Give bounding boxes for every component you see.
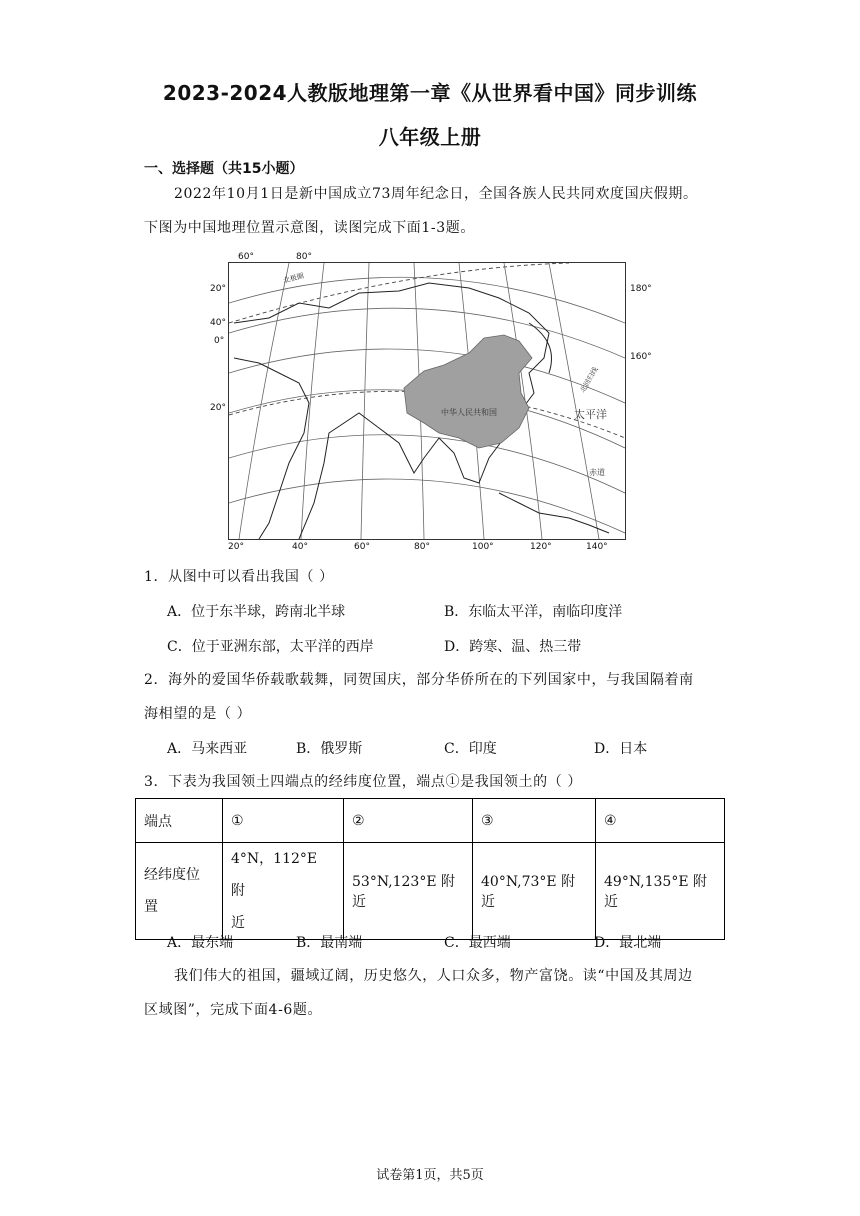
tropic-label: 北回归线 xyxy=(578,365,600,394)
tick-left-40: 40° xyxy=(210,318,226,328)
intro-line-2: 下图为中国地理位置示意图，读图完成下面1-3题。 xyxy=(144,220,475,236)
table-header-cell: ① xyxy=(223,799,344,843)
pacific-label: 太平洋 xyxy=(574,408,607,421)
intro2-line-1: 我们伟大的祖国，疆域辽阔，历史悠久，人口众多，物产富饶。读“中国及其周边 xyxy=(174,968,693,984)
tick-left-20a: 20° xyxy=(210,284,226,294)
page-footer: 试卷第1页，共5页 xyxy=(376,1168,484,1183)
tick-right-180: 180° xyxy=(630,284,652,294)
q1-option-b[interactable]: B．东临太平洋，南临印度洋 xyxy=(444,604,623,620)
q1-option-c[interactable]: C．位于亚洲东部，太平洋的西岸 xyxy=(167,639,374,655)
section-heading: 一、选择题（共15小题） xyxy=(144,161,304,177)
map-svg xyxy=(229,263,625,539)
table-cell-4: 49°N,135°E 附近 xyxy=(596,843,725,940)
lat-arc-1 xyxy=(229,277,625,323)
q3-option-d[interactable]: D．最北端 xyxy=(594,935,662,951)
q2-option-d[interactable]: D．日本 xyxy=(594,741,648,757)
extreme-points-table xyxy=(135,798,725,940)
tick-bottom-120: 120° xyxy=(530,542,552,552)
table-header-cell: 端点 xyxy=(136,799,223,843)
page-title: 2023-2024人教版地理第一章《从世界看中国》同步训练 xyxy=(162,81,698,105)
question-3-stem: 3．下表为我国领土四端点的经纬度位置，端点①是我国领土的（ ） xyxy=(144,774,582,790)
table-row xyxy=(136,843,725,940)
tick-bottom-140: 140° xyxy=(586,542,608,552)
tick-right-160: 160° xyxy=(630,352,652,362)
africa-outline xyxy=(234,358,309,539)
tick-top-60: 60° xyxy=(238,252,254,262)
table-cell-2: 53°N,123°E 附近 xyxy=(344,843,473,940)
table-header-row xyxy=(136,799,725,843)
tick-left-20b: 20° xyxy=(210,403,226,413)
table-cell-1 xyxy=(223,843,344,940)
table-row-label xyxy=(136,843,223,940)
q3-option-b[interactable]: B．最南端 xyxy=(296,935,363,951)
table-header-cell: ③ xyxy=(473,799,596,843)
q2-option-b[interactable]: B．俄罗斯 xyxy=(296,741,363,757)
q1-option-d[interactable]: D．跨寒、温、热三带 xyxy=(444,639,582,655)
intro-line-1: 2022年10月1日是新中国成立73周年纪念日，全国各族人民共同欢度国庆假期。 xyxy=(174,186,698,202)
meridian-20 xyxy=(239,263,289,539)
islands-outline xyxy=(499,493,609,533)
table-header-cell: ② xyxy=(344,799,473,843)
china-label: 中华人民共和国 xyxy=(441,408,497,417)
tick-bottom-80: 80° xyxy=(414,542,430,552)
row-label-line-1: 经纬度位 xyxy=(144,867,200,883)
q1-option-a[interactable]: A．位于东半球，跨南北半球 xyxy=(167,604,346,620)
tick-top-80: 80° xyxy=(296,252,312,262)
row-label-line-2: 置 xyxy=(144,899,158,915)
china-location-map xyxy=(228,262,626,540)
q3-option-a[interactable]: A．最东端 xyxy=(167,935,234,951)
q3-option-c[interactable]: C．最西端 xyxy=(444,935,511,951)
equator-label: 赤道 xyxy=(589,468,605,477)
lat-arc-6 xyxy=(229,479,625,533)
question-1-stem: 1．从图中可以看出我国（ ） xyxy=(144,569,334,585)
table-header-cell: ④ xyxy=(596,799,725,843)
arctic-label: 北极圈 xyxy=(282,271,305,285)
tick-left-0: 0° xyxy=(214,336,225,346)
table-cell-3: 40°N,73°E 附近 xyxy=(473,843,596,940)
q2-option-c[interactable]: C．印度 xyxy=(444,741,497,757)
question-2-stem-line-2: 海相望的是（ ） xyxy=(144,706,252,722)
meridian-60 xyxy=(361,263,369,539)
page-subtitle: 八年级上册 xyxy=(378,125,482,149)
tick-bottom-40: 40° xyxy=(292,542,308,552)
question-2-stem-line-1: 2．海外的爱国华侨载歌载舞，同贺国庆，部分华侨所在的下列国家中，与我国隔着南 xyxy=(144,672,694,688)
cell-1-line-2: 近 xyxy=(231,915,245,931)
tick-bottom-100: 100° xyxy=(472,542,494,552)
q2-option-a[interactable]: A．马来西亚 xyxy=(167,741,248,757)
tick-bottom-20: 20° xyxy=(228,542,244,552)
cell-1-line-1: 4°N，112°E 附 xyxy=(231,851,318,899)
arctic-circle-line xyxy=(229,263,569,323)
intro2-line-2: 区域图”，完成下面4-6题。 xyxy=(144,1002,323,1018)
tick-bottom-60: 60° xyxy=(354,542,370,552)
